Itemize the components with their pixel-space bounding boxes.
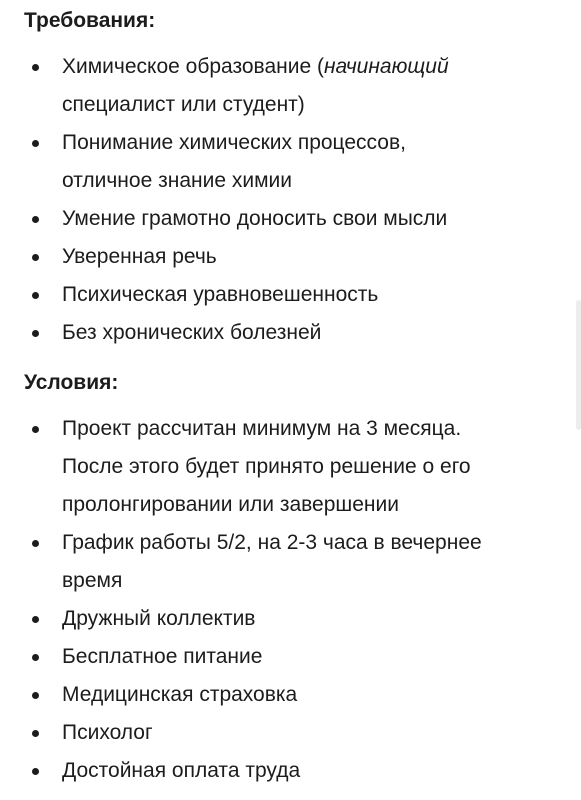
list-item-text: Химическое образование ( [62,55,324,78]
list-item-text: Психолог [62,721,153,744]
list-item-text: время [62,569,123,592]
conditions-list [0,410,581,790]
bullet-icon [32,216,39,223]
list-item [0,410,581,524]
list-item-text: Понимание химических процессов, [62,131,406,154]
bullet-icon [32,292,39,299]
list-item-text: Дружный коллектив [62,607,256,630]
requirements-heading: Требования: [24,9,156,32]
conditions-heading: Условия: [24,371,119,394]
list-item [0,676,581,714]
list-item-text: Бесплатное питание [62,645,263,668]
list-item [0,276,581,314]
list-item-text: График работы 5/2, на 2-3 часа в вечернее [62,531,482,554]
list-item-text: Психическая уравновешенность [62,283,379,306]
list-item [0,600,581,638]
list-item-text: После этого будет принято решение о его [62,455,471,478]
requirements-list [0,48,581,352]
bullet-icon [32,692,39,699]
list-item-text: отличное знание химии [62,169,292,192]
list-item-text: Достойная оплата труда [62,759,301,782]
bullet-icon [32,730,39,737]
list-item [0,638,581,676]
list-item-text: Проект рассчитан минимум на 3 месяца. [62,417,462,440]
list-item-text: Без хронических болезней [62,321,322,344]
list-item [0,200,581,238]
list-item-text: Умение грамотно доносить свои мысли [62,207,448,230]
list-item [0,752,581,790]
bullet-icon [32,64,39,71]
bullet-icon [32,654,39,661]
list-item [0,524,581,600]
scrollbar[interactable] [576,300,581,430]
list-item-text: Медицинская страховка [62,683,298,706]
bullet-icon [32,540,39,547]
bullet-icon [32,254,39,261]
list-item [0,238,581,276]
bullet-icon [32,140,39,147]
bullet-icon [32,426,39,433]
list-item [0,48,581,124]
list-item-line [62,48,567,86]
list-item-text: специалист или студент) [62,93,305,116]
bullet-icon [32,616,39,623]
list-item-emphasis: начинающий [323,55,449,78]
list-item-text: пролонгировании или завершении [62,493,399,516]
bullet-icon [32,768,39,775]
list-item-text: Уверенная речь [62,245,217,268]
list-item [0,714,581,752]
list-item [0,124,581,200]
bullet-icon [32,330,39,337]
list-item [0,314,581,352]
